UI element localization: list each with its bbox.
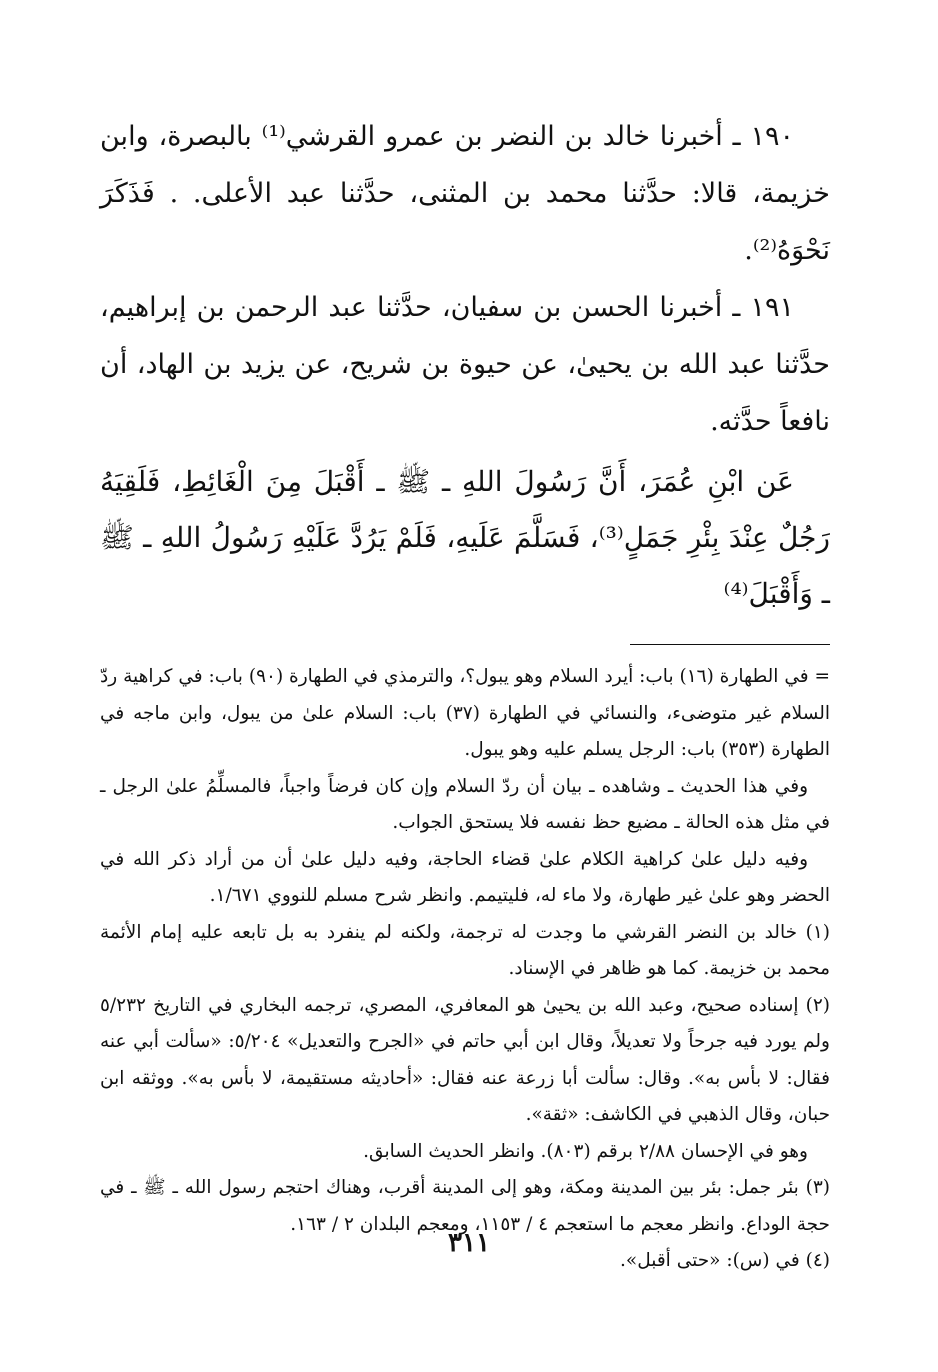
hadith-191-isnad: ١٩١ ـ أخبرنا الحسن بن سفيان، حدَّثنا عبد الرحمن بن إبراهيم، حدَّثنا عبد الله بن يحيىٰ، عن حيوة بن شريح، عن يزيد بن الهاد، أن نافعاً حدَّثه. xyxy=(100,292,830,437)
main-text xyxy=(100,108,830,622)
page-body xyxy=(100,108,830,1280)
footnote-continued-para-2: وفي هذا الحديث ـ وشاهده ـ بيان أن ردّ السلام وإن كان فرضاً واجباً، فالمسلِّمُ علىٰ الرجل ـ في مثل هذه الحالة ـ مضيع حظ نفسه فلا يستحق الجواب. xyxy=(100,775,830,833)
footnote-continued-para-3: وفيه دليل علىٰ كراهية الكلام علىٰ قضاء الحاجة، وفيه دليل علىٰ أن من أراد ذكر الله في الحضر وهو علىٰ غير طهارة، ولا ماء له، فليتيمم. وانظر شرح مسلم للنووي ١/٦٧١. xyxy=(100,848,830,906)
hadith-191-matn: عَن ابْنِ عُمَرَ، أَنَّ رَسُولَ اللهِ ـ ﷺ ـ أَقْبَلَ مِنَ الْغَائِطِ، فَلَقِيَهُ رَجُلٌ عِنْدَ بِئْرِ جَمَلٍ⁽³⁾، فَسَلَّمَ عَلَيهِ، فَلَمْ يَرُدَّ عَلَيْهِ رَسُولُ اللهِ ـ ﷺ ـ وَأَقْبَلَ⁽⁴⁾ xyxy=(100,465,831,610)
page-number: ٣١١ xyxy=(448,1228,490,1258)
footnote-2: (٢) إسناده صحيح، وعبد الله بن يحيىٰ هو المعافري، المصري، ترجمه البخاري في التاريخ ٥/٢٣٢ ولم يورد فيه جرحاً ولا تعديلاً، وقال ابن أبي حاتم في «الجرح والتعديل» ٥/٢٠٤: «سألت أبي عنه فقال: لا بأس به». وقال: سألت أبا زرعة عنه فقال: «أحاديثه مستقيمة، لا بأس به». ووثقه ابن حبان، وقال الذهبي في الكاشف: «ثقة». xyxy=(100,994,830,1125)
footnote-separator xyxy=(630,644,830,645)
footnote-1: (١) خالد بن النضر القرشي ما وجدت له ترجمة، ولكنه لم ينفرد به بل تابعه عليه إمام الأئمة محمد بن خزيمة. كما هو ظاهر في الإسناد. xyxy=(100,921,830,979)
footnote-3: (٣) بئر جمل: بئر بين المدينة ومكة، وهو إلى المدينة أقرب، وهناك احتجم رسول الله ـ ﷺ ـ في حجة الوداع. وانظر معجم ما استعجم ٤ / ١١٥٣، ومعجم البلدان ٢ / ١٦٣. xyxy=(100,1177,830,1235)
hadith-190: ١٩٠ ـ أخبرنا خالد بن النضر بن عمرو القرشي⁽¹⁾ بالبصرة، وابن خزيمة، قالا: حدَّثنا محمد بن المثنى، حدَّثنا عبد الأعلى. . فَذَكَرَ نَحْوَهُ⁽²⁾. xyxy=(100,121,830,266)
footnote-4: (٤) في (س): «حتى أقبل». xyxy=(620,1250,830,1271)
footnote-continued: = في الطهارة (١٦) باب: أيرد السلام وهو يبول؟، والترمذي في الطهارة (٩٠) باب: في كراهية ردّ السلام غير متوضىء، والنسائي في الطهارة (٣٧) باب: السلام علىٰ من يبول، وابن ماجه في الطهارة (٣٥٣) باب: الرجل يسلم عليه وهو يبول. xyxy=(100,666,830,760)
footnotes xyxy=(100,659,830,1280)
footnote-2-para-2: وهو في الإحسان ٢/٨٨ برقم (٨٠٣). وانظر الحديث السابق. xyxy=(363,1140,808,1162)
